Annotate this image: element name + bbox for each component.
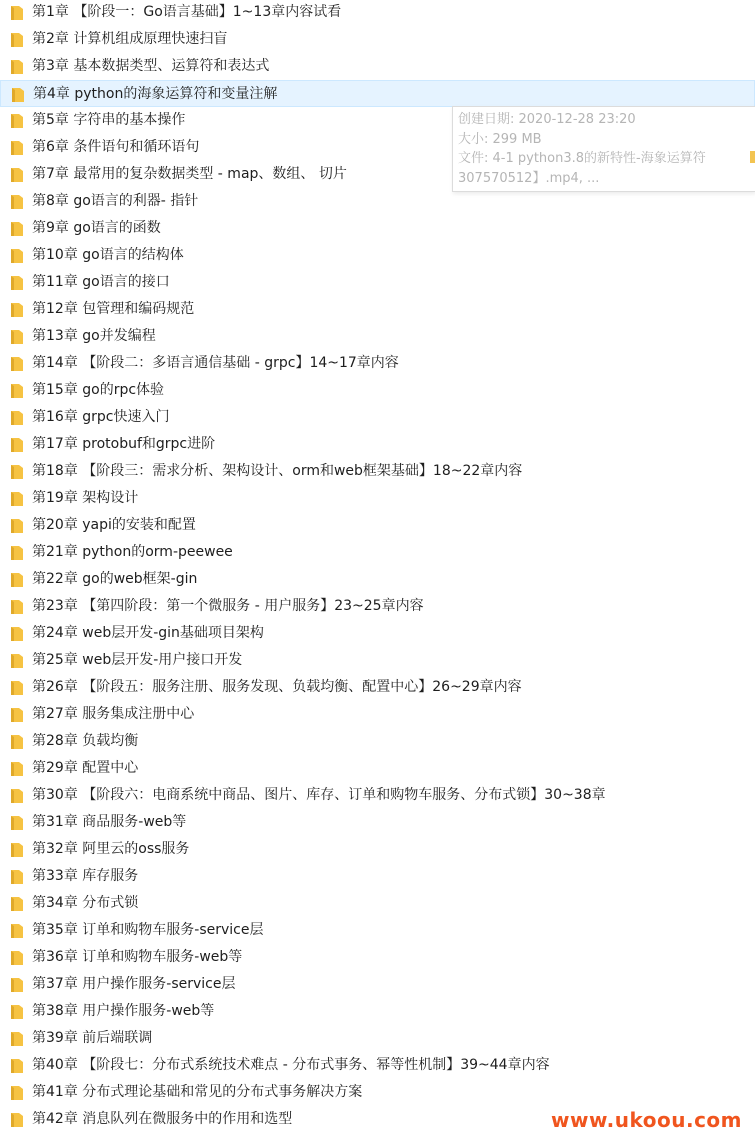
folder-name: 第19章 架构设计	[32, 490, 139, 506]
folder-row[interactable]	[0, 782, 755, 809]
folder-icon	[10, 1058, 24, 1074]
folder-icon	[10, 626, 24, 642]
folder-row[interactable]	[0, 755, 755, 782]
folder-icon	[10, 410, 24, 426]
folder-name: 第24章 web层开发-gin基础项目架构	[32, 625, 264, 641]
folder-row[interactable]	[0, 350, 755, 377]
folder-row[interactable]	[0, 404, 755, 431]
folder-icon	[10, 491, 24, 507]
folder-row[interactable]	[0, 1079, 755, 1106]
folder-icon	[10, 599, 24, 615]
folder-row[interactable]	[0, 0, 755, 26]
folder-name: 第27章 服务集成注册中心	[32, 706, 195, 722]
folder-row[interactable]	[0, 890, 755, 917]
folder-icon	[10, 32, 24, 48]
folder-icon	[10, 950, 24, 966]
folder-row[interactable]	[0, 1052, 755, 1079]
folder-name: 第25章 web层开发-用户接口开发	[32, 652, 243, 668]
folder-row[interactable]	[0, 53, 755, 80]
folder-name: 第35章 订单和购物车服务-service层	[32, 922, 264, 938]
folder-name: 第29章 配置中心	[32, 760, 139, 776]
folder-icon	[10, 1004, 24, 1020]
folder-name: 第36章 订单和购物车服务-web等	[32, 949, 243, 965]
folder-name: 第30章 【阶段六：电商系统中商品、图片、库存、订单和购物车服务、分布式锁】30~38章	[32, 787, 606, 803]
folder-name: 第6章 条件语句和循环语句	[32, 139, 200, 155]
folder-row[interactable]	[0, 26, 755, 53]
folder-row[interactable]	[0, 647, 755, 674]
folder-row[interactable]	[0, 674, 755, 701]
folder-icon	[10, 464, 24, 480]
tooltip-folder-icon-fragment	[750, 151, 755, 163]
folder-row[interactable]	[0, 917, 755, 944]
folder-info-tooltip	[452, 106, 755, 192]
folder-row[interactable]	[0, 80, 755, 107]
folder-icon	[10, 356, 24, 372]
folder-row[interactable]	[0, 566, 755, 593]
folder-row[interactable]	[0, 593, 755, 620]
folder-name: 第41章 分布式理论基础和常见的分布式事务解决方案	[32, 1084, 363, 1100]
folder-icon	[10, 680, 24, 696]
folder-name: 第21章 python的orm-peewee	[32, 544, 233, 560]
folder-name: 第14章 【阶段二：多语言通信基础 - grpc】14~17章内容	[32, 355, 399, 371]
folder-name: 第32章 阿里云的oss服务	[32, 841, 190, 857]
folder-icon	[10, 788, 24, 804]
folder-name: 第13章 go并发编程	[32, 328, 156, 344]
folder-icon	[10, 734, 24, 750]
folder-row[interactable]	[0, 944, 755, 971]
watermark: www.ukoou.com	[551, 1108, 743, 1132]
folder-name: 第17章 protobuf和grpc进阶	[32, 436, 216, 452]
folder-icon	[10, 653, 24, 669]
folder-name: 第20章 yapi的安装和配置	[32, 517, 196, 533]
folder-icon	[10, 977, 24, 993]
folder-row[interactable]	[0, 512, 755, 539]
folder-icon	[10, 329, 24, 345]
folder-name: 第15章 go的rpc体验	[32, 382, 165, 398]
folder-icon	[10, 59, 24, 75]
folder-name: 第38章 用户操作服务-web等	[32, 1003, 215, 1019]
folder-icon	[10, 437, 24, 453]
folder-row[interactable]	[0, 539, 755, 566]
folder-icon	[10, 707, 24, 723]
folder-row[interactable]	[0, 269, 755, 296]
folder-icon	[10, 383, 24, 399]
folder-icon	[10, 896, 24, 912]
folder-name: 第11章 go语言的接口	[32, 274, 170, 290]
folder-name: 第23章 【第四阶段：第一个微服务 - 用户服务】23~25章内容	[32, 598, 424, 614]
folder-name: 第28章 负载均衡	[32, 733, 139, 749]
folder-name: 第4章 python的海象运算符和变量注解	[33, 86, 278, 102]
folder-name: 第7章 最常用的复杂数据类型 - map、数组、 切片	[32, 166, 347, 182]
folder-icon	[10, 869, 24, 885]
tooltip-created-date: 创建日期: 2020-12-28 23:20	[458, 112, 636, 127]
folder-row[interactable]	[0, 701, 755, 728]
folder-icon	[10, 1085, 24, 1101]
folder-row[interactable]	[0, 836, 755, 863]
folder-name: 第9章 go语言的函数	[32, 220, 161, 236]
folder-name: 第34章 分布式锁	[32, 895, 139, 911]
folder-row[interactable]	[0, 971, 755, 998]
folder-icon	[10, 815, 24, 831]
folder-name: 第8章 go语言的利器- 指针	[32, 193, 199, 209]
folder-icon	[10, 140, 24, 156]
folder-row[interactable]	[0, 809, 755, 836]
folder-icon	[10, 194, 24, 210]
folder-icon	[10, 842, 24, 858]
folder-row[interactable]	[0, 431, 755, 458]
folder-name: 第40章 【阶段七：分布式系统技术难点 - 分布式事务、幂等性机制】39~44章内容	[32, 1057, 550, 1073]
folder-icon	[10, 275, 24, 291]
folder-icon	[10, 221, 24, 237]
folder-name: 第1章 【阶段一：Go语言基础】1~13章内容试看	[32, 4, 342, 20]
tooltip-files-continued: 307570512】.mp4, ...	[458, 170, 600, 186]
folder-name: 第26章 【阶段五：服务注册、服务发现、负载均衡、配置中心】26~29章内容	[32, 679, 522, 695]
folder-icon	[10, 572, 24, 588]
folder-name: 第31章 商品服务-web等	[32, 814, 187, 830]
folder-row[interactable]	[0, 458, 755, 485]
folder-name: 第22章 go的web框架-gin	[32, 571, 198, 587]
folder-name: 第3章 基本数据类型、运算符和表达式	[32, 58, 270, 74]
folder-icon	[10, 518, 24, 534]
folder-icon	[10, 761, 24, 777]
folder-row[interactable]	[0, 215, 755, 242]
folder-name: 第12章 包管理和编码规范	[32, 301, 195, 317]
folder-name: 第37章 用户操作服务-service层	[32, 976, 236, 992]
folder-row[interactable]	[0, 188, 755, 215]
folder-row[interactable]	[0, 1025, 755, 1052]
folder-row[interactable]	[0, 620, 755, 647]
folder-row[interactable]	[0, 863, 755, 890]
folder-name: 第2章 计算机组成原理快速扫盲	[32, 31, 228, 47]
folder-icon	[11, 87, 25, 103]
folder-row[interactable]	[0, 728, 755, 755]
folder-row[interactable]	[0, 377, 755, 404]
tooltip-size: 大小: 299 MB	[458, 131, 542, 147]
folder-icon	[10, 248, 24, 264]
folder-name: 第42章 消息队列在微服务中的作用和选型	[32, 1111, 293, 1127]
folder-icon	[10, 302, 24, 318]
folder-icon	[10, 545, 24, 561]
folder-name: 第5章 字符串的基本操作	[32, 112, 186, 128]
folder-name: 第39章 前后端联调	[32, 1030, 153, 1046]
folder-icon	[10, 1112, 24, 1128]
folder-icon	[10, 167, 24, 183]
folder-name: 第16章 grpc快速入门	[32, 409, 170, 425]
folder-name: 第18章 【阶段三：需求分析、架构设计、orm和web框架基础】18~22章内容	[32, 463, 523, 479]
folder-row[interactable]	[0, 242, 755, 269]
folder-row[interactable]	[0, 485, 755, 512]
folder-icon	[10, 1031, 24, 1047]
folder-row[interactable]	[0, 323, 755, 350]
folder-name: 第33章 库存服务	[32, 868, 139, 884]
folder-row[interactable]	[0, 296, 755, 323]
folder-icon	[10, 923, 24, 939]
tooltip-files: 文件: 4-1 python3.8的新特性-海象运算符	[458, 151, 706, 166]
folder-icon	[10, 5, 24, 21]
folder-row[interactable]	[0, 998, 755, 1025]
folder-icon	[10, 113, 24, 129]
folder-name: 第10章 go语言的结构体	[32, 247, 184, 263]
